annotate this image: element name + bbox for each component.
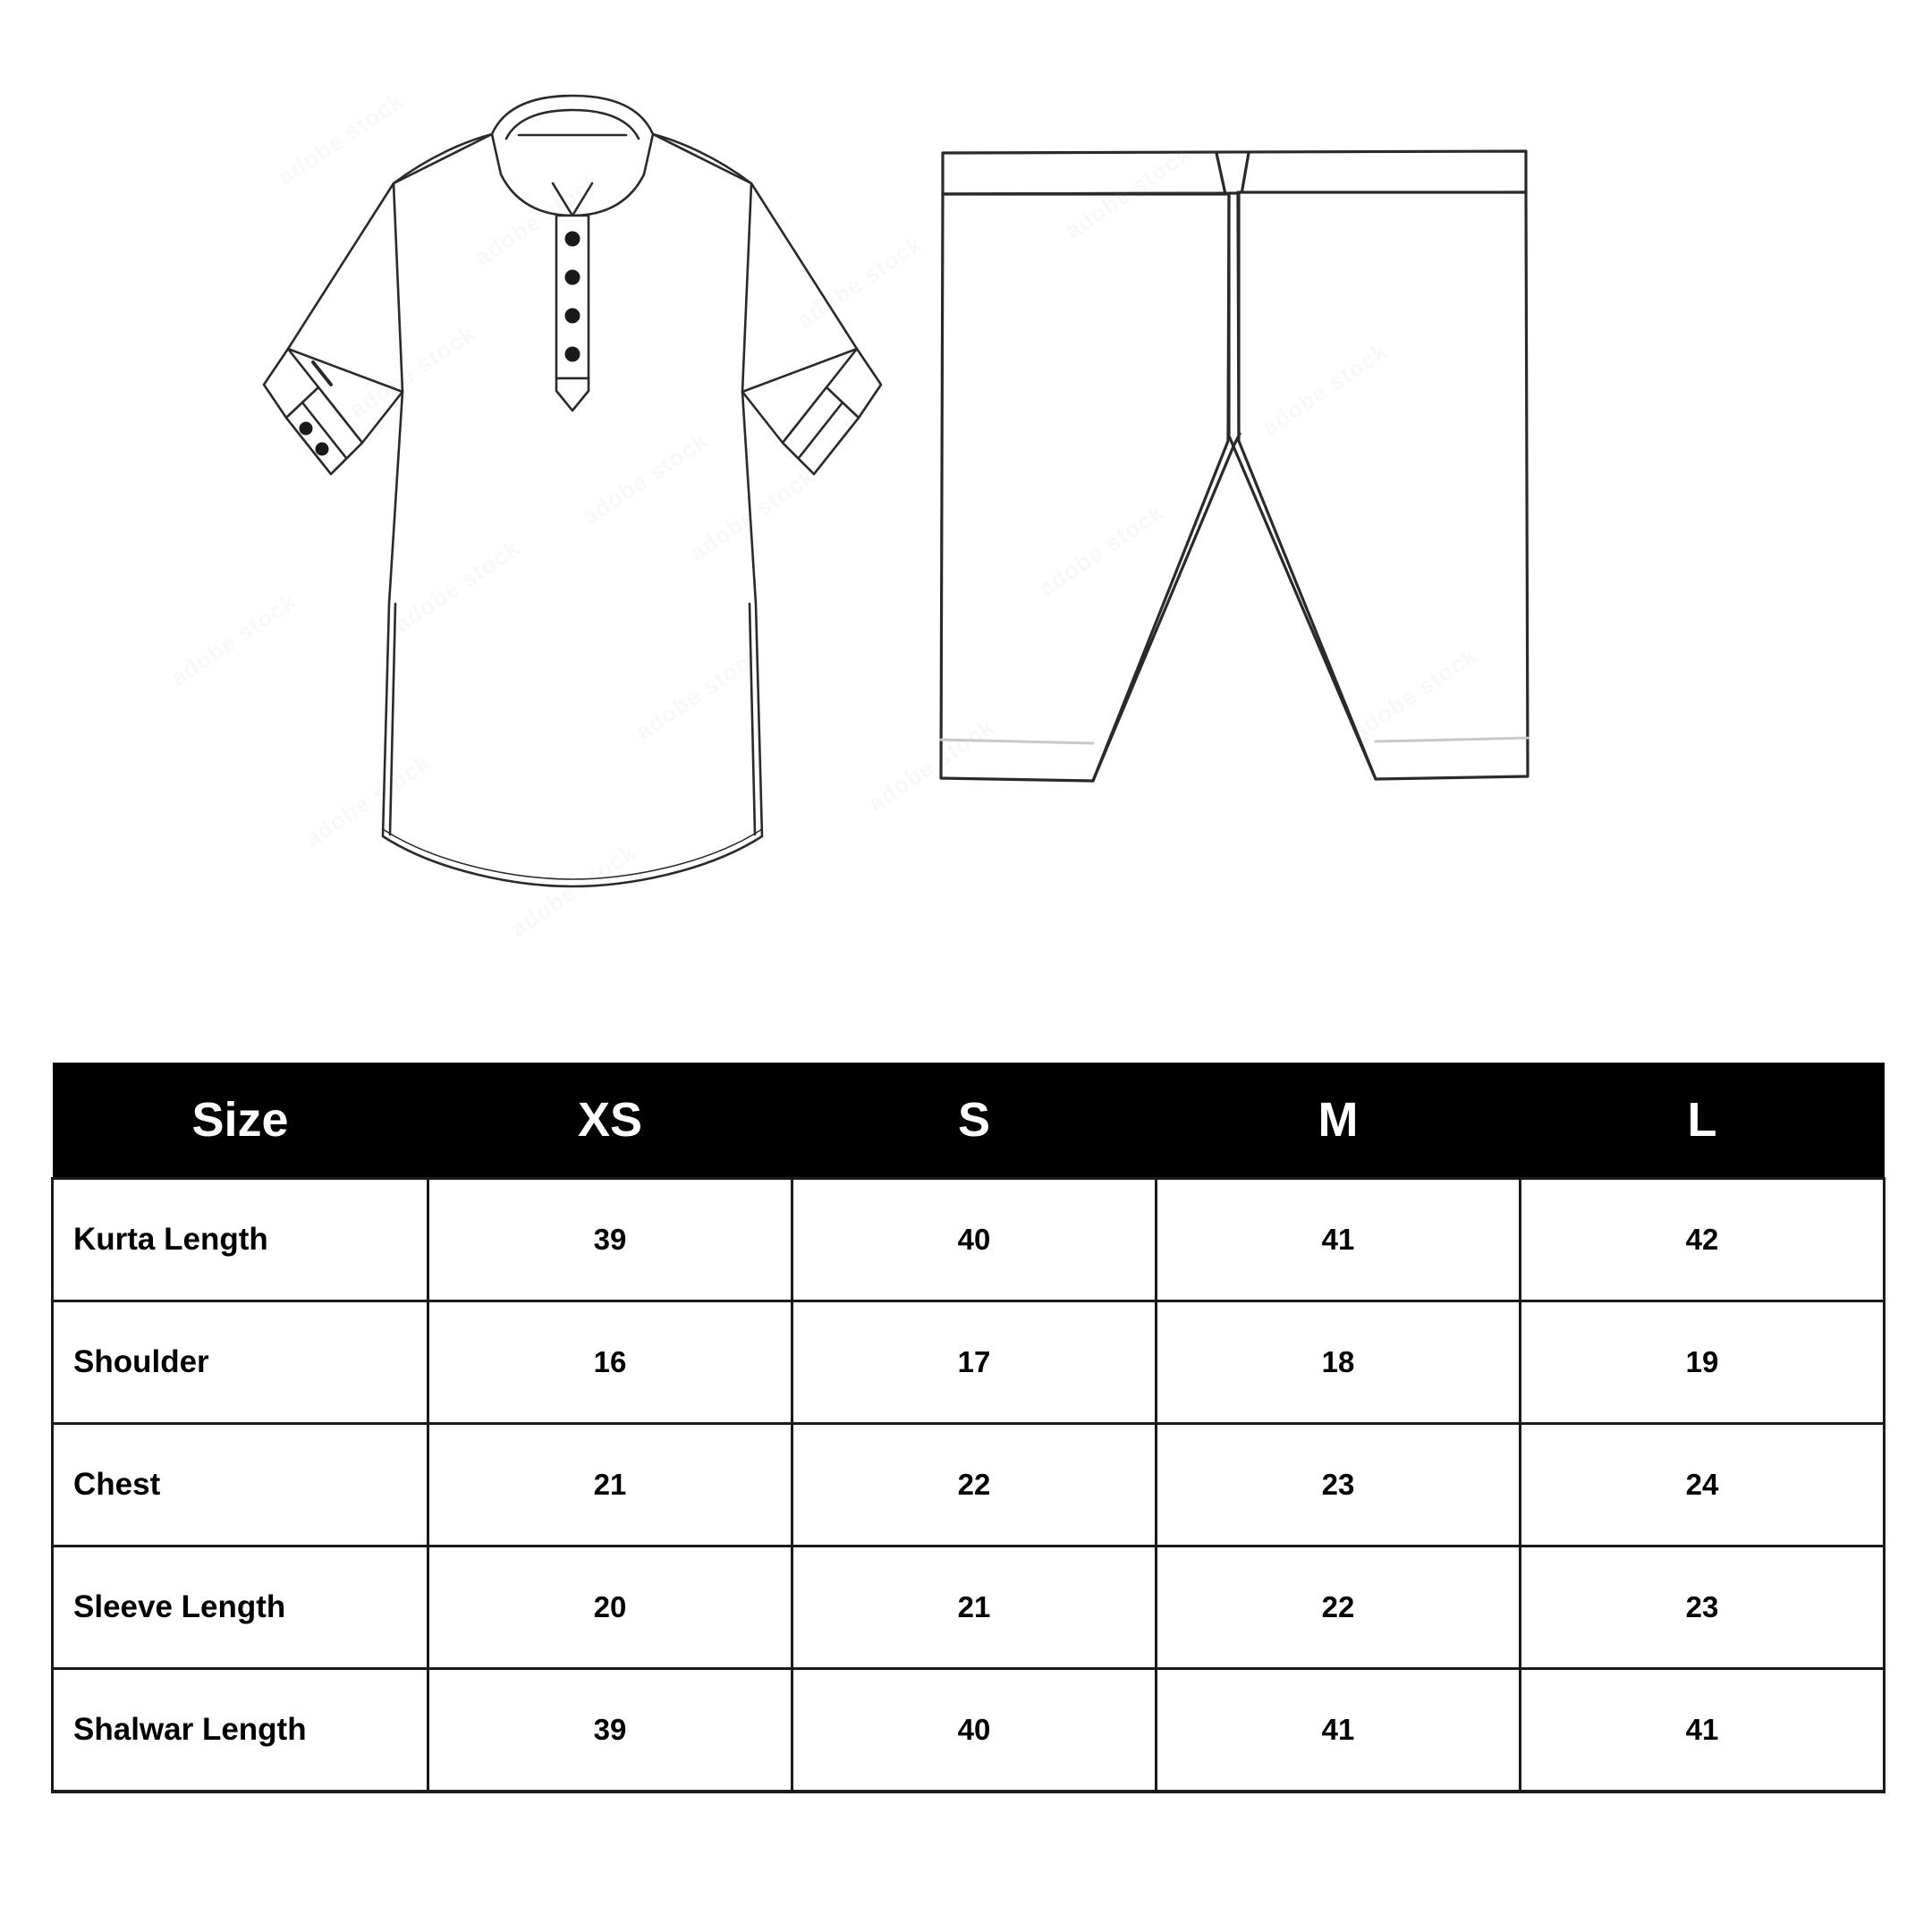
kurta-illustration (224, 49, 903, 953)
table-row (53, 1301, 1885, 1424)
cell-shalwar-length-xs: 39 (428, 1669, 792, 1792)
table-row (53, 1424, 1885, 1546)
table-row (53, 1669, 1885, 1792)
cell-shoulder-m: 18 (1157, 1301, 1521, 1424)
cell-shoulder-s: 17 (792, 1301, 1157, 1424)
table-row (53, 1179, 1885, 1301)
row-label-sleeve-length: Sleeve Length (53, 1546, 428, 1669)
table-body (53, 1179, 1885, 1792)
shalwar-illustration (930, 139, 1538, 845)
row-label-chest: Chest (53, 1424, 428, 1546)
cell-sleeve-length-xs: 20 (428, 1546, 792, 1669)
cell-chest-s: 22 (792, 1424, 1157, 1546)
size-chart-container (51, 1063, 1883, 1793)
watermark-text: adobe stock (863, 713, 999, 818)
header-cell-s: S (792, 1063, 1157, 1179)
cell-chest-l: 24 (1521, 1424, 1885, 1546)
watermark-text: adobe stock (165, 588, 301, 692)
table-header (53, 1063, 1885, 1179)
cell-kurta-length-s: 40 (792, 1179, 1157, 1301)
header-row (53, 1063, 1885, 1179)
watermark-text: adobe stock (273, 87, 409, 191)
watermark-text: adobe stock (684, 462, 820, 567)
cell-sleeve-length-l: 23 (1521, 1546, 1885, 1669)
cell-shalwar-length-s: 40 (792, 1669, 1157, 1792)
table-row (53, 1546, 1885, 1669)
size-chart-table (51, 1063, 1885, 1793)
header-cell-m: M (1157, 1063, 1521, 1179)
header-cell-size: Size (53, 1063, 428, 1179)
cell-kurta-length-xs: 39 (428, 1179, 792, 1301)
cell-shoulder-xs: 16 (428, 1301, 792, 1424)
header-cell-l: L (1521, 1063, 1885, 1179)
cell-kurta-length-l: 42 (1521, 1179, 1885, 1301)
header-cell-xs: XS (428, 1063, 792, 1179)
row-label-kurta-length: Kurta Length (53, 1179, 428, 1301)
cell-shoulder-l: 19 (1521, 1301, 1885, 1424)
cell-shalwar-length-l: 41 (1521, 1669, 1885, 1792)
row-label-shoulder: Shoulder (53, 1301, 428, 1424)
cell-kurta-length-m: 41 (1157, 1179, 1521, 1301)
cell-chest-xs: 21 (428, 1424, 792, 1546)
cell-sleeve-length-s: 21 (792, 1546, 1157, 1669)
watermark-text: adobe stock (300, 749, 436, 853)
cell-chest-m: 23 (1157, 1424, 1521, 1546)
watermark-text: adobe stock (792, 230, 928, 335)
cell-shalwar-length-m: 41 (1157, 1669, 1521, 1792)
row-label-shalwar-length: Shalwar Length (53, 1669, 428, 1792)
cell-sleeve-length-m: 22 (1157, 1546, 1521, 1669)
watermark-text: adobe stock (505, 838, 641, 943)
